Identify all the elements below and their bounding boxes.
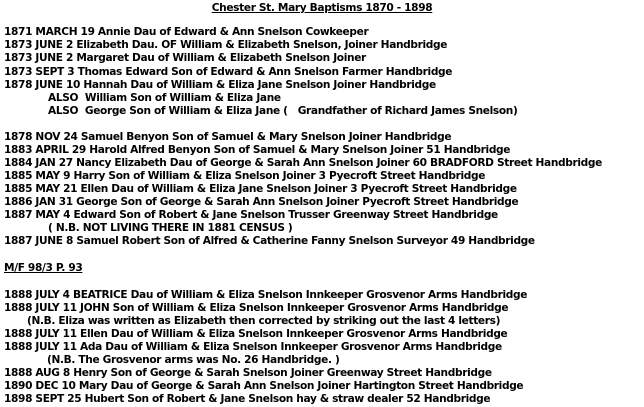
baptism-entry: 1887 JUNE 8 Samuel Robert Son of Alfred & Catherine Fanny Snelson Surveyor 49 Handbridge xyxy=(4,235,535,247)
baptism-entry: 1888 AUG 8 Henry Son of George & Sarah Snelson Joiner Greenway Street Handbridge xyxy=(4,367,492,379)
census-note: ( N.B. NOT LIVING THERE IN 1881 CENSUS ) xyxy=(48,222,293,234)
microfilm-reference: M/F 98/3 P. 93 xyxy=(4,262,83,274)
baptism-entry: 1884 JAN 27 Nancy Elizabeth Dau of George & Sarah Ann Snelson Joiner 60 BRADFORD Street Handbridge xyxy=(4,157,602,169)
transcription-note: (N.B. Eliza was written as Elizabeth then corrected by striking out the last 4 letters) xyxy=(27,315,501,327)
baptism-entry: 1873 JUNE 2 Elizabeth Dau. OF William & Elizabeth Snelson, Joiner Handbridge xyxy=(4,39,448,51)
baptism-entry: 1887 MAY 4 Edward Son of Robert & Jane Snelson Trusser Greenway Street Handbridge xyxy=(4,209,498,221)
baptism-entry: 1885 MAY 9 Harry Son of William & Eliza Snelson Joiner 3 Pyecroft Street Handbridge xyxy=(4,170,486,182)
baptism-entry: 1871 MARCH 19 Annie Dau of Edward & Ann Snelson Cowkeeper xyxy=(4,26,369,38)
baptism-entry: 1888 JULY 11 Ellen Dau of William & Eliza Snelson Innkeeper Grosvenor Arms Handbridge xyxy=(4,328,508,340)
baptism-entry: 1888 JULY 4 BEATRICE Dau of William & Eliza Snelson Innkeeper Grosvenor Arms Handbridge xyxy=(4,289,528,301)
baptism-entry: 1898 SEPT 25 Hubert Son of Robert & Jane Snelson hay & straw dealer 52 Handbridge xyxy=(4,393,491,405)
document-title: Chester St. Mary Baptisms 1870 - 1898 xyxy=(211,2,433,14)
baptism-entry-also: ALSO George Son of William & Eliza Jane ( Grandfather of Richard James Snelson) xyxy=(48,105,518,117)
baptism-entry: 1888 JULY 11 Ada Dau of William & Eliza Snelson Innkeeper Grosvenor Arms Handbridge xyxy=(4,341,502,353)
baptism-entry: 1886 JAN 31 George Son of George & Sarah Ann Snelson Joiner Pyecroft Street Handbridge xyxy=(4,196,519,208)
baptism-entry: 1888 JULY 11 JOHN Son of William & Eliza Snelson Innkeeper Grosvenor Arms Handbridge xyxy=(4,302,509,314)
baptism-entry: 1890 DEC 10 Mary Dau of George & Sarah Ann Snelson Joiner Hartington Street Handbridge xyxy=(4,380,524,392)
baptism-entry: 1883 APRIL 29 Harold Alfred Benyon Son of Samuel & Mary Snelson Joiner 51 Handbridge xyxy=(4,144,511,156)
baptism-entry: 1885 MAY 21 Ellen Dau of William & Eliza Jane Snelson Joiner 3 Pyecroft Street Handbridge xyxy=(4,183,517,195)
baptism-entry: 1873 SEPT 3 Thomas Edward Son of Edward & Ann Snelson Farmer Handbridge xyxy=(4,66,453,78)
baptism-entry: 1878 NOV 24 Samuel Benyon Son of Samuel & Mary Snelson Joiner Handbridge xyxy=(4,131,452,143)
baptism-entry: 1878 JUNE 10 Hannah Dau of William & Eliza Jane Snelson Joiner Handbridge xyxy=(4,79,436,91)
baptism-entry: 1873 JUNE 2 Margaret Dau of William & Elizabeth Snelson Joiner xyxy=(4,52,366,64)
address-note: (N.B. The Grosvenor arms was No. 26 Handbridge. ) xyxy=(47,354,340,366)
baptism-entry-also: ALSO William Son of William & Eliza Jane xyxy=(48,92,281,104)
